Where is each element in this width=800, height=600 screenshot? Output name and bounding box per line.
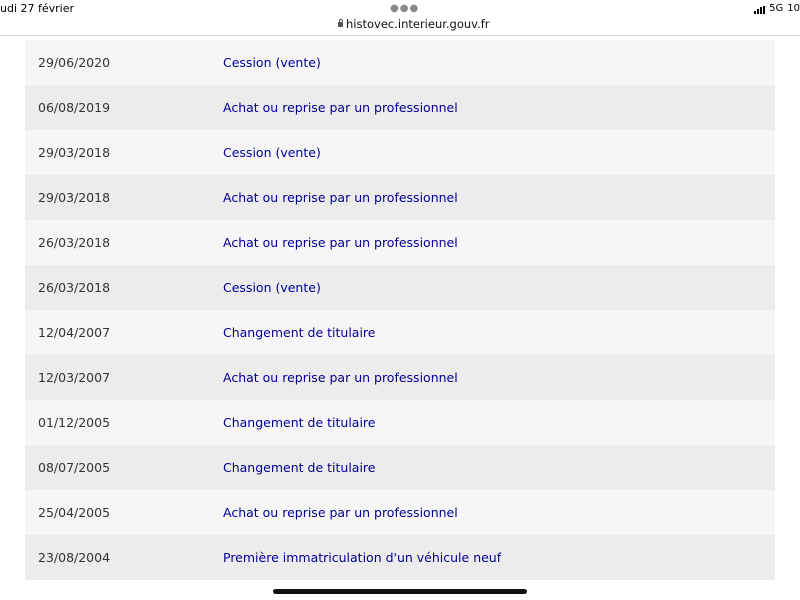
table-row [25, 265, 775, 310]
vehicle-history-table [25, 40, 775, 580]
table-row [25, 85, 775, 130]
network-label: 5G [769, 3, 784, 14]
history-event: Changement de titulaire [223, 325, 376, 340]
history-date: 08/07/2005 [38, 460, 111, 475]
history-event: Achat ou reprise par un professionnel [223, 370, 458, 385]
status-bar [0, 0, 800, 36]
history-date: 29/03/2018 [38, 145, 111, 160]
history-date: 06/08/2019 [38, 100, 111, 115]
history-event: Cession (vente) [223, 55, 321, 70]
history-date: 25/04/2005 [38, 505, 111, 520]
table-row [25, 175, 775, 220]
table-row [25, 310, 775, 355]
history-event: Cession (vente) [223, 145, 321, 160]
more-dots-icon[interactable]: ●●● [390, 3, 420, 14]
address-bar[interactable] [338, 17, 490, 31]
history-date: 01/12/2005 [38, 415, 111, 430]
status-date: udi 27 février [0, 2, 75, 15]
history-date: 29/03/2018 [38, 190, 111, 205]
history-date: 26/03/2018 [38, 280, 111, 295]
battery-label: 10 [787, 3, 800, 14]
history-event: Achat ou reprise par un professionnel [223, 235, 458, 250]
table-row [25, 40, 775, 85]
history-date: 23/08/2004 [38, 550, 111, 565]
history-date: 12/04/2007 [38, 325, 111, 340]
history-event: Changement de titulaire [223, 415, 376, 430]
table-row [25, 400, 775, 445]
history-event: Changement de titulaire [223, 460, 376, 475]
history-date: 26/03/2018 [38, 235, 111, 250]
history-event: Achat ou reprise par un professionnel [223, 190, 458, 205]
table-row [25, 220, 775, 265]
table-row [25, 130, 775, 175]
history-event: Cession (vente) [223, 280, 321, 295]
home-indicator[interactable] [273, 589, 527, 594]
history-date: 29/06/2020 [38, 55, 111, 70]
history-event: Première immatriculation d'un véhicule neuf [223, 550, 502, 565]
table-row [25, 490, 775, 535]
status-indicators [754, 3, 800, 14]
signal-icon [754, 6, 765, 14]
url-text: histovec.interieur.gouv.fr [346, 17, 490, 31]
table-row [25, 445, 775, 490]
history-date: 12/03/2007 [38, 370, 111, 385]
history-event: Achat ou reprise par un professionnel [223, 505, 458, 520]
table-row [25, 355, 775, 400]
lock-icon [338, 22, 343, 27]
table-row [25, 535, 775, 580]
history-event: Achat ou reprise par un professionnel [223, 100, 458, 115]
